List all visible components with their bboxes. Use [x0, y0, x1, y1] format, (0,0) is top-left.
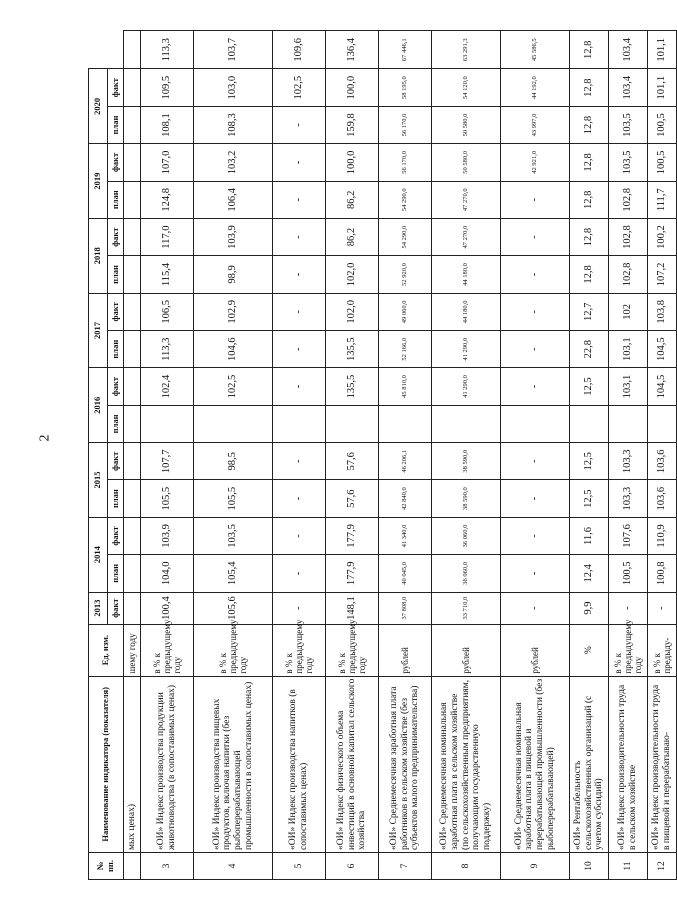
- value-cell: -: [273, 293, 326, 330]
- value-cell: 63 291,3: [432, 31, 501, 69]
- header-year: 2017: [89, 293, 108, 368]
- value-cell: 105,5: [194, 480, 273, 517]
- rotated-table-wrapper: [88, 30, 672, 880]
- value-cell: 104,5: [648, 331, 677, 368]
- header-row-years: [89, 31, 108, 880]
- value-cell: 44 192,0: [501, 69, 570, 106]
- value-cell: 98,5: [194, 443, 273, 480]
- indicator-name: «ОИ» Индекс производства пищевых продуктов, включая напитки (без рыбоперерабатывающей промышленности в сопоставимых ценах): [194, 676, 273, 852]
- value-cell: 110,9: [648, 517, 677, 554]
- value-cell: [609, 405, 648, 442]
- value-cell: 47 270,0: [432, 181, 501, 218]
- value-cell: 117,0: [141, 218, 194, 255]
- value-cell: 41 290,0: [432, 331, 501, 368]
- value-cell: 12,5: [570, 443, 609, 480]
- value-cell: 100,8: [648, 555, 677, 592]
- indicator-name: «ОИ» Индекс производства продукции животноводства (в сопоставимых ценах): [141, 676, 194, 852]
- value-cell: -: [609, 592, 648, 624]
- header-fact: факт: [108, 218, 124, 255]
- unit-cell: в % к предыдущему году: [326, 624, 379, 676]
- header-plan: план: [108, 331, 124, 368]
- header-plan: план: [108, 256, 124, 293]
- value-cell: [124, 144, 141, 181]
- value-cell: 103,9: [194, 218, 273, 255]
- value-cell: 52 920,0: [379, 256, 432, 293]
- table-row: [273, 31, 326, 880]
- value-cell: [124, 517, 141, 554]
- value-cell: 106,5: [141, 293, 194, 330]
- row-num: 6: [326, 853, 379, 880]
- table-row: [326, 31, 379, 880]
- header-year: 2020: [89, 69, 108, 144]
- value-cell: -: [501, 218, 570, 255]
- value-cell: 124,8: [141, 181, 194, 218]
- value-cell: 104,5: [648, 368, 677, 405]
- value-cell: 102,9: [194, 293, 273, 330]
- value-cell: 43 997,0: [501, 106, 570, 143]
- row-num: 10: [570, 853, 609, 880]
- value-cell: 12,8: [570, 181, 609, 218]
- table-row: [141, 31, 194, 880]
- value-cell: 109,5: [141, 69, 194, 106]
- value-cell: 103,6: [648, 480, 677, 517]
- table-row: [432, 31, 501, 880]
- table-row: [379, 31, 432, 880]
- table-row: [648, 31, 677, 880]
- header-num: № пп.: [89, 853, 124, 880]
- indicator-name: «ОИ» Рентабельность сельскохозяйственных организаций (с учетом субсидий): [570, 676, 609, 852]
- value-cell: -: [273, 106, 326, 143]
- row-num: 8: [432, 853, 501, 880]
- table-row: [194, 31, 273, 880]
- value-cell: 103,7: [194, 31, 273, 69]
- value-cell: 107,7: [141, 443, 194, 480]
- value-cell: 38 590,0: [432, 480, 501, 517]
- value-cell: 45 810,0: [379, 368, 432, 405]
- value-cell: 106,4: [194, 181, 273, 218]
- value-cell: 100,5: [648, 144, 677, 181]
- value-cell: 107,6: [609, 517, 648, 554]
- unit-cell: шему году: [124, 624, 141, 676]
- value-cell: [570, 405, 609, 442]
- indicator-name: мых ценах): [124, 676, 141, 852]
- value-cell: 107,0: [141, 144, 194, 181]
- value-cell: [124, 218, 141, 255]
- header-year: 2018: [89, 218, 108, 293]
- indicator-name: «ОИ» Среднемесячная номинальная заработная плата в пищевой и перерабатывающей промышленности (без рыбоперерабатывающей): [501, 676, 570, 852]
- value-cell: -: [273, 555, 326, 592]
- value-cell: -: [501, 480, 570, 517]
- value-cell: 108,1: [141, 106, 194, 143]
- value-cell: [141, 405, 194, 442]
- header-year: 2013: [89, 592, 108, 624]
- value-cell: 100,5: [648, 106, 677, 143]
- value-cell: -: [501, 256, 570, 293]
- value-cell: [432, 405, 501, 442]
- row-num: 7: [379, 853, 432, 880]
- value-cell: 113,3: [141, 331, 194, 368]
- value-cell: 12,7: [570, 293, 609, 330]
- value-cell: 54 290,0: [379, 218, 432, 255]
- value-cell: 11,6: [570, 517, 609, 554]
- value-cell: 100,0: [326, 69, 379, 106]
- value-cell: 86,2: [326, 218, 379, 255]
- value-cell: 102: [609, 293, 648, 330]
- unit-cell: в % к предыдущему году: [141, 624, 194, 676]
- row-num: 4: [194, 853, 273, 880]
- value-cell: 33 710,0: [432, 592, 501, 624]
- value-cell: -: [273, 218, 326, 255]
- value-cell: 104,0: [141, 555, 194, 592]
- unit-cell: %: [570, 624, 609, 676]
- header-year: 2016: [89, 368, 108, 443]
- header-name: Наименование индикатора (показателя): [89, 676, 124, 852]
- value-cell: [648, 405, 677, 442]
- header-plan: план: [108, 555, 124, 592]
- value-cell: 103,8: [648, 293, 677, 330]
- header-unit: Ед. изм.: [89, 624, 124, 676]
- table-row: [609, 31, 648, 880]
- header-fact: факт: [108, 592, 124, 624]
- value-cell: -: [501, 555, 570, 592]
- value-cell: 12,8: [570, 144, 609, 181]
- value-cell: [124, 293, 141, 330]
- value-cell: [124, 592, 141, 624]
- value-cell: 113,3: [141, 31, 194, 69]
- value-cell: -: [273, 256, 326, 293]
- value-cell: [124, 555, 141, 592]
- value-cell: 40 045,0: [379, 555, 432, 592]
- value-cell: 177,9: [326, 555, 379, 592]
- value-cell: [124, 106, 141, 143]
- value-cell: 102,8: [609, 218, 648, 255]
- value-cell: 52 166,0: [379, 331, 432, 368]
- value-cell: [124, 31, 141, 69]
- value-cell: -: [273, 592, 326, 624]
- value-cell: 41 290,0: [432, 368, 501, 405]
- value-cell: 37 808,0: [379, 592, 432, 624]
- value-cell: 49 060,0: [379, 293, 432, 330]
- header-year: 2014: [89, 517, 108, 592]
- header-fact: факт: [108, 144, 124, 181]
- value-cell: 102,8: [609, 256, 648, 293]
- value-cell: 54 120,0: [432, 69, 501, 106]
- value-cell: 100,5: [609, 555, 648, 592]
- value-cell: 136,4: [326, 31, 379, 69]
- row-num: 5: [273, 853, 326, 880]
- value-cell: 105,4: [194, 555, 273, 592]
- header-year: 2019: [89, 144, 108, 219]
- value-cell: -: [501, 517, 570, 554]
- value-cell: 58 195,0: [379, 69, 432, 106]
- row-num: 3: [141, 853, 194, 880]
- header-year: 2015: [89, 443, 108, 518]
- value-cell: 12,8: [570, 256, 609, 293]
- value-cell: 36 060,0: [432, 517, 501, 554]
- value-cell: -: [501, 443, 570, 480]
- value-cell: 108,3: [194, 106, 273, 143]
- value-cell: 103,1: [609, 368, 648, 405]
- value-cell: 103,6: [648, 443, 677, 480]
- value-cell: 38 590,0: [432, 443, 501, 480]
- value-cell: 103,5: [609, 144, 648, 181]
- unit-cell: в % к предыдущему году: [273, 624, 326, 676]
- header-plan: план: [108, 405, 124, 442]
- value-cell: 103,5: [194, 517, 273, 554]
- value-cell: 12,8: [570, 106, 609, 143]
- row-num: [124, 853, 141, 880]
- value-cell: 46 206,1: [379, 443, 432, 480]
- value-cell: 159,8: [326, 106, 379, 143]
- value-cell: -: [501, 592, 570, 624]
- value-cell: -: [273, 480, 326, 517]
- value-cell: 41 340,0: [379, 517, 432, 554]
- value-cell: 101,1: [648, 31, 677, 69]
- value-cell: -: [273, 331, 326, 368]
- value-cell: 103,5: [609, 106, 648, 143]
- unit-cell: в % к предыду-: [648, 624, 677, 676]
- unit-cell: рублей: [432, 624, 501, 676]
- value-cell: [124, 405, 141, 442]
- header-fact: факт: [108, 517, 124, 554]
- value-cell: -: [273, 517, 326, 554]
- value-cell: [124, 331, 141, 368]
- value-cell: 47 270,0: [432, 218, 501, 255]
- value-cell: 102,0: [326, 293, 379, 330]
- value-cell: 12,8: [570, 218, 609, 255]
- value-cell: 57,6: [326, 443, 379, 480]
- header-plan: план: [108, 106, 124, 143]
- unit-cell: рублей: [501, 624, 570, 676]
- table-row: [124, 31, 141, 880]
- value-cell: [124, 443, 141, 480]
- value-cell: [194, 405, 273, 442]
- header-plan: план: [108, 480, 124, 517]
- row-num: 9: [501, 853, 570, 880]
- indicator-name: «ОИ» Среднемесячная номинальная заработная плата в сельском хозяйстве (по сельскохозяйственным предприятиям, получающим государственную поддержку): [432, 676, 501, 852]
- header-plan: план: [108, 181, 124, 218]
- value-cell: [326, 405, 379, 442]
- value-cell: 54 290,0: [379, 181, 432, 218]
- value-cell: 104,6: [194, 331, 273, 368]
- value-cell: 86,2: [326, 181, 379, 218]
- value-cell: 57,6: [326, 480, 379, 517]
- value-cell: [124, 181, 141, 218]
- value-cell: 109,6: [273, 31, 326, 69]
- value-cell: 135,5: [326, 368, 379, 405]
- value-cell: 103,0: [194, 69, 273, 106]
- header-fact: факт: [108, 293, 124, 330]
- value-cell: 115,4: [141, 256, 194, 293]
- value-cell: 56 170,0: [379, 106, 432, 143]
- value-cell: 67 446,1: [379, 31, 432, 69]
- value-cell: 148,1: [326, 592, 379, 624]
- value-cell: -: [501, 368, 570, 405]
- value-cell: 103,3: [609, 480, 648, 517]
- indicator-name: «ОИ» Индекс производительности труда в сельском хозяйстве: [609, 676, 648, 852]
- value-cell: -: [273, 368, 326, 405]
- table-row: [501, 31, 570, 880]
- value-cell: [124, 256, 141, 293]
- value-cell: 100,0: [326, 144, 379, 181]
- value-cell: -: [648, 592, 677, 624]
- value-cell: 56 170,0: [379, 144, 432, 181]
- value-cell: -: [273, 181, 326, 218]
- value-cell: 135,5: [326, 331, 379, 368]
- value-cell: 45 586,5: [501, 31, 570, 69]
- value-cell: 42 840,0: [379, 480, 432, 517]
- value-cell: 102,4: [141, 368, 194, 405]
- value-cell: [124, 480, 141, 517]
- value-cell: 107,2: [648, 256, 677, 293]
- value-cell: 105,5: [141, 480, 194, 517]
- unit-cell: в % к предыдущему году: [194, 624, 273, 676]
- value-cell: 102,8: [609, 181, 648, 218]
- value-cell: 103,4: [609, 69, 648, 106]
- value-cell: 103,3: [609, 443, 648, 480]
- value-cell: [273, 405, 326, 442]
- indicator-name: «ОИ» Индекс производительности труда в пищевой и перерабатываю-: [648, 676, 677, 852]
- indicators-table: [88, 30, 677, 880]
- value-cell: [501, 405, 570, 442]
- value-cell: -: [501, 181, 570, 218]
- value-cell: -: [273, 443, 326, 480]
- header-fact: факт: [108, 368, 124, 405]
- value-cell: -: [273, 144, 326, 181]
- value-cell: 101,1: [648, 69, 677, 106]
- value-cell: 12,5: [570, 480, 609, 517]
- value-cell: 42 921,0: [501, 144, 570, 181]
- page-number: 2: [37, 434, 53, 442]
- value-cell: 177,9: [326, 517, 379, 554]
- value-cell: -: [501, 293, 570, 330]
- header-fact: факт: [108, 69, 124, 106]
- value-cell: 12,5: [570, 368, 609, 405]
- value-cell: 44 180,0: [432, 256, 501, 293]
- value-cell: 44 180,0: [432, 293, 501, 330]
- value-cell: 9,9: [570, 592, 609, 624]
- value-cell: 103,9: [141, 517, 194, 554]
- value-cell: 12,8: [570, 31, 609, 69]
- row-num: 11: [609, 853, 648, 880]
- indicator-name: «ОИ» Среднемесячная заработная плата работников в сельском хозяйстве (без субъектов малого предпринимательства): [379, 676, 432, 852]
- value-cell: 36 060,0: [432, 555, 501, 592]
- value-cell: 105,6: [194, 592, 273, 624]
- value-cell: [379, 405, 432, 442]
- value-cell: 12,8: [570, 69, 609, 106]
- value-cell: 103,2: [194, 144, 273, 181]
- value-cell: -: [501, 331, 570, 368]
- unit-cell: в % к предыдущему году: [609, 624, 648, 676]
- value-cell: 111,7: [648, 181, 677, 218]
- value-cell: 100,4: [141, 592, 194, 624]
- value-cell: 102,5: [273, 69, 326, 106]
- value-cell: 98,9: [194, 256, 273, 293]
- value-cell: [124, 69, 141, 106]
- value-cell: 22,8: [570, 331, 609, 368]
- header-fact: факт: [108, 443, 124, 480]
- indicator-name: «ОИ» Индекс физического объема инвестиций в основной капитал сельского хозяйства: [326, 676, 379, 852]
- value-cell: [124, 368, 141, 405]
- indicator-name: «ОИ» Индекс производства напитков (в сопоставимых ценах): [273, 676, 326, 852]
- value-cell: 12,4: [570, 555, 609, 592]
- value-cell: 102,5: [194, 368, 273, 405]
- value-cell: 103,1: [609, 331, 648, 368]
- value-cell: 100,2: [648, 218, 677, 255]
- value-cell: 103,4: [609, 31, 648, 69]
- row-num: 12: [648, 853, 677, 880]
- value-cell: 102,0: [326, 256, 379, 293]
- unit-cell: рублей: [379, 624, 432, 676]
- value-cell: 50 580,0: [432, 144, 501, 181]
- value-cell: 50 580,0: [432, 106, 501, 143]
- table-row: [570, 31, 609, 880]
